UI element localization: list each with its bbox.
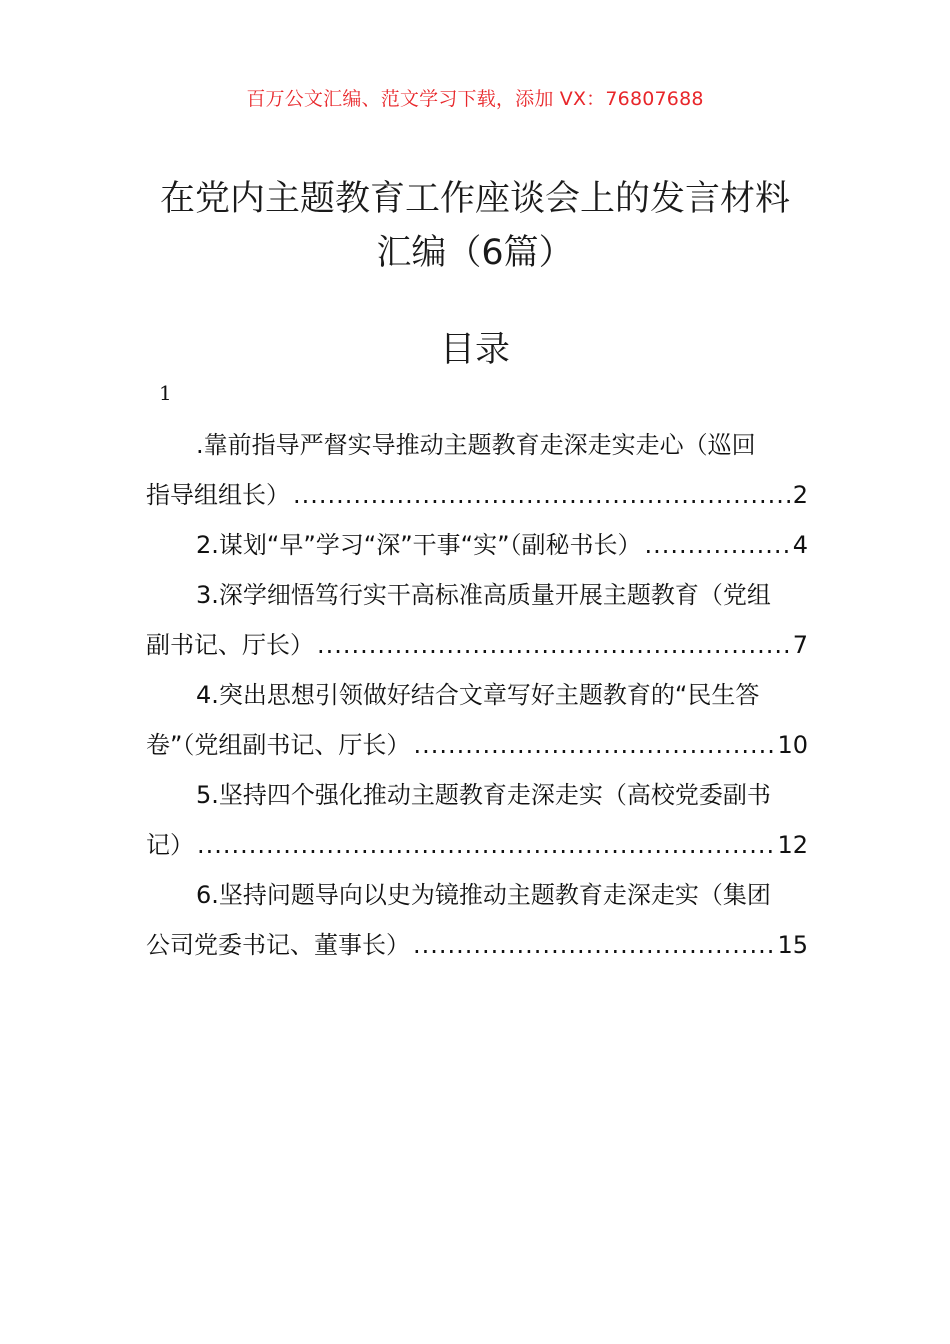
toc-entry-page: 12	[777, 831, 808, 859]
dot-leader	[317, 620, 790, 670]
toc-heading: 目录	[439, 330, 510, 370]
dot-leader	[197, 820, 774, 870]
toc-entry[interactable]	[146, 520, 808, 570]
title-line-1: 在党内主题教育工作座谈会上的发言材料	[159, 179, 790, 219]
document-title	[100, 172, 850, 280]
toc-entry-title-cont: 记）	[146, 831, 194, 859]
toc-entry-title-cont: 副书记、厅长）	[146, 631, 314, 659]
toc-entry[interactable]	[146, 570, 808, 670]
toc-entry[interactable]	[146, 870, 808, 970]
toc-entry-title: 5.坚持四个强化推动主题教育走深走实（高校党委副书	[196, 781, 771, 809]
toc-entry-title-cont: 指导组组长）	[146, 481, 290, 509]
dot-leader	[293, 470, 790, 520]
table-of-contents	[146, 420, 808, 970]
toc-entry-title: 4.突出思想引领做好结合文章写好主题教育的“民生答	[196, 681, 760, 709]
dot-leader	[413, 720, 774, 770]
toc-entry-title: .靠前指导严督实导推动主题教育走深走实走心（巡回	[196, 431, 756, 459]
toc-entry[interactable]	[146, 770, 808, 870]
toc-entry[interactable]	[146, 420, 808, 520]
toc-entry-page: 2	[792, 481, 808, 509]
toc-entry[interactable]	[146, 670, 808, 770]
toc-entry-page: 7	[792, 631, 808, 659]
list-marker: 1	[159, 381, 172, 405]
header-banner: 百万公文汇编、范文学习下载，添加 VX：76807688	[246, 88, 704, 110]
dot-leader	[645, 520, 790, 570]
toc-entry-page: 4	[792, 531, 808, 559]
title-line-2: 汇编（6篇）	[376, 233, 574, 273]
toc-entry-title: 2.谋划“早”学习“深”干事“实”（副秘书长）	[196, 531, 642, 559]
toc-entry-title-cont: 卷”（党组副书记、厅长）	[146, 731, 411, 759]
toc-entry-page: 15	[777, 931, 808, 959]
toc-entry-page: 10	[777, 731, 808, 759]
dot-leader	[413, 920, 774, 970]
toc-entry-title: 3.深学细悟笃行实干高标准高质量开展主题教育（党组	[196, 581, 771, 609]
toc-entry-title: 6.坚持问题导向以史为镜推动主题教育走深走实（集团	[196, 881, 771, 909]
toc-entry-title-cont: 公司党委书记、董事长）	[146, 931, 410, 959]
